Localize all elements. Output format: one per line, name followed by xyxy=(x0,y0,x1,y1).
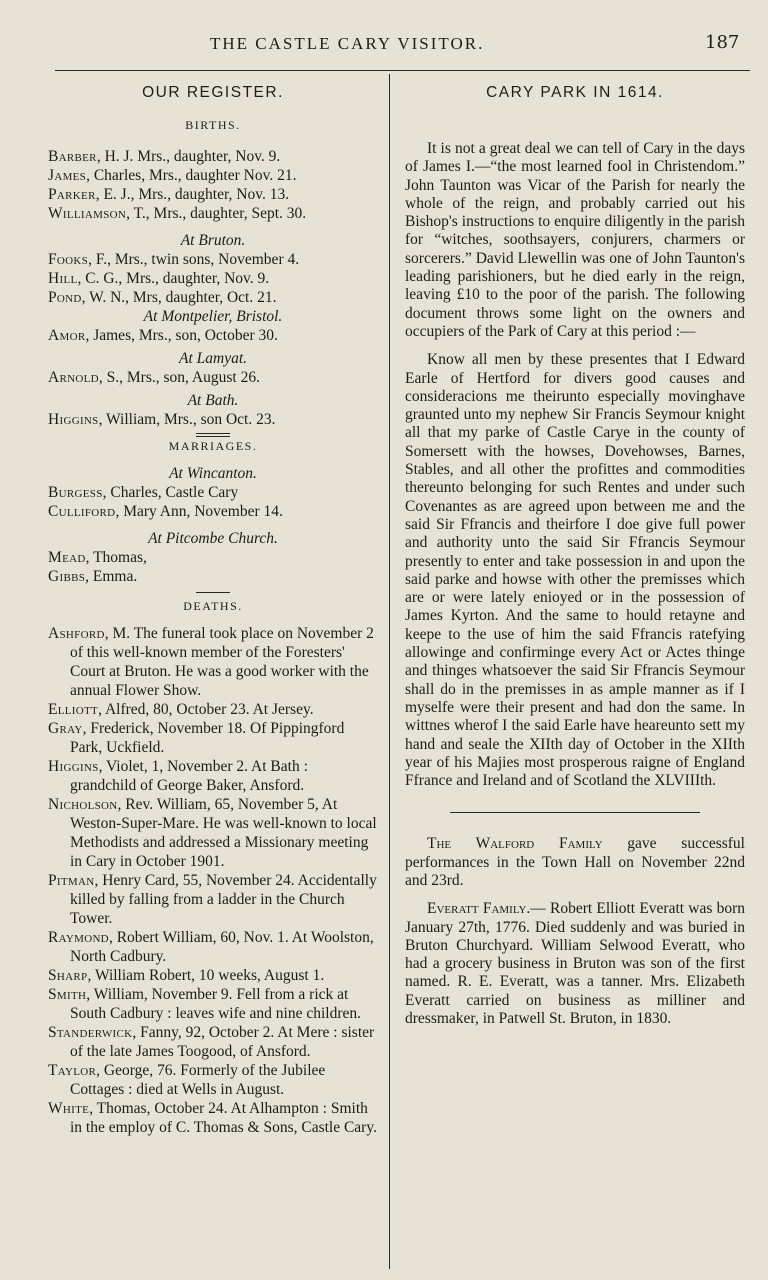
list-item: Gray, Frederick, November 18. Of Pippingford Park, Uckfield. xyxy=(48,720,345,756)
list-item: Arnold, S., Mrs., son, August 26. xyxy=(48,369,260,386)
list-item: Parker, E. J., Mrs., daughter, Nov. 13. xyxy=(48,186,290,203)
list-item: Smith, William, November 9. Fell from a rick at South Cadbury : leaves wife and nine children. xyxy=(48,986,361,1022)
list-item: Pond, W. N., Mrs, daughter, Oct. 21. xyxy=(48,289,277,306)
section-divider xyxy=(196,433,230,437)
list-item: Ashford, M. The funeral took place on November 2 of this well-known member of the Foresters' Court at Bruton. He was a good worker with the annual Flower Show. xyxy=(48,625,374,699)
walford-note: The Walford Family gave successful performances in the Town Hall on November 22nd and 23rd. xyxy=(405,835,745,889)
list-item: Williamson, T., Mrs., daughter, Sept. 30. xyxy=(48,205,307,222)
cary-park-column xyxy=(405,78,745,1028)
list-item: Hill, C. G., Mrs., daughter, Nov. 9. xyxy=(48,270,270,287)
place-heading: At Wincanton. xyxy=(169,465,257,482)
list-item: Culliford, Mary Ann, November 14. xyxy=(48,503,283,520)
running-head xyxy=(0,30,768,60)
list-item: Amor, James, Mrs., son, October 30. xyxy=(48,327,278,344)
list-item: Taylor, George, 76. Formerly of the Jubilee Cottages : died at Wells in August. xyxy=(48,1062,326,1098)
column-divider xyxy=(389,74,390,1269)
place-heading: At Pitcombe Church. xyxy=(148,530,278,547)
place-heading: At Bath. xyxy=(187,392,239,409)
deaths-list xyxy=(48,624,378,1137)
cary-park-document: Know all men by these presentes that I Edward Earle of Hertford for divers good causes and consideracions me theirunto especially movinghave graunted unto my nephew Sir Francis Seymour knight all that my parke of Castle Carye in the county of Somersett with the howses, Dovehowses, Barnes, Stables, and all other the profittes and commodities thereunto belonging for such Rentes and under such Covenantes as are agreed upon between me and the said Sir Ffrancis and theirfore I doe give full power and authority unto the said Sir Ffrancis Seymour presently to enter and take possession in and upon the said parke and howse with other the premisses which are or were lately enioyed or in the possession of James Kyrton. And the same to hould retayne and keepe to the use of him the said Ffrancis ratefying allowinge and confirminge every Act or Actes thinge and thinges whatsoever the said Sir Ffrancis Seymour shall do in the premisses in as ample manner as if I myselfe were their present and had don the same. In wittnes wherof I the said Earle have heareunto sett my hand and seale the XIIth day of October in the XIIth year of his Majies most prosperous raigne of England Ffrance and Ireland and of Scotland the XLVIIIth. xyxy=(405,351,745,790)
list-item: Higgins, William, Mrs., son Oct. 23. xyxy=(48,411,276,428)
register-column xyxy=(48,78,378,1137)
list-item: Pitman, Henry Card, 55, November 24. Accidentally killed by falling from a ladder in the Church Tower. xyxy=(48,872,377,927)
list-item: Burgess, Charles, Castle Cary xyxy=(48,484,239,501)
header-rule xyxy=(55,70,750,71)
list-item: Standerwick, Fanny, 92, October 2. At Mere : sister of the late James Toogood, of Ansford. xyxy=(48,1024,375,1060)
cary-park-intro: It is not a great deal we can tell of Cary in the days of James I.—“the most learned fool in Christendom.” John Taunton was Vicar of the Parish for nearly the whole of the reign, and probably carried out his Bishop's instructions to enquire diligently in the parish for “witches, soothsayers, conjurers, charmers or sorcerers.” David Llewellin was one of John Taunton's leading parishioners, but he died early in the reign, leaving £10 to the poor of the parish. The following document throws some light on the owners and occupiers of the Park of Cary at this period :— xyxy=(405,140,745,340)
register-title: OUR REGISTER. xyxy=(142,84,284,101)
list-item: Barber, H. J. Mrs., daughter, Nov. 9. xyxy=(48,148,281,165)
article-divider xyxy=(450,812,700,813)
deaths-heading: DEATHS. xyxy=(183,599,243,613)
births-heading: BIRTHS. xyxy=(185,118,241,132)
page-number: 187 xyxy=(705,32,740,53)
list-item: Mead, Thomas, xyxy=(48,549,147,566)
place-heading: At Bruton. xyxy=(180,232,246,249)
section-divider xyxy=(196,592,230,593)
everatt-note: Everatt Family.— Robert Elliott Everatt was born January 27th, 1776. Died suddenly and was buried in Bruton Churchyard. William Selwood Everatt, who had a grocery business in Bruton was son of the first named. R. E. Everatt, was a tanner. Mrs. Elizabeth Everatt carried on business as milliner and dressmaker, in Patwell St. Bruton, in 1830. xyxy=(405,900,745,1028)
list-item: Raymond, Robert William, 60, Nov. 1. At Woolston, North Cadbury. xyxy=(48,929,374,965)
marriages-heading: MARRIAGES. xyxy=(168,439,258,453)
list-item: Elliott, Alfred, 80, October 23. At Jersey. xyxy=(48,701,314,718)
list-item: White, Thomas, October 24. At Alhampton : Smith in the employ of C. Thomas & Sons, Castle Cary. xyxy=(48,1100,377,1136)
list-item: Higgins, Violet, 1, November 2. At Bath : grandchild of George Baker, Ansford. xyxy=(48,758,308,794)
list-item: Sharp, William Robert, 10 weeks, August 1. xyxy=(48,967,325,984)
cary-park-title: CARY PARK IN 1614. xyxy=(486,84,664,101)
list-item: Nicholson, Rev. William, 65, November 5, At Weston-Super-Mare. He was well-known to local Methodists and addressed a Missionary meeting in Cary in October 1901. xyxy=(48,796,377,870)
place-heading: At Montpelier, Bristol. xyxy=(143,308,283,325)
list-item: Fooks, F., Mrs., twin sons, November 4. xyxy=(48,251,300,268)
births-list xyxy=(48,147,378,223)
place-heading: At Lamyat. xyxy=(178,350,248,367)
list-item: James, Charles, Mrs., daughter Nov. 21. xyxy=(48,167,297,184)
running-title: THE CASTLE CARY VISITOR. xyxy=(210,34,485,53)
list-item: Gibbs, Emma. xyxy=(48,568,138,585)
